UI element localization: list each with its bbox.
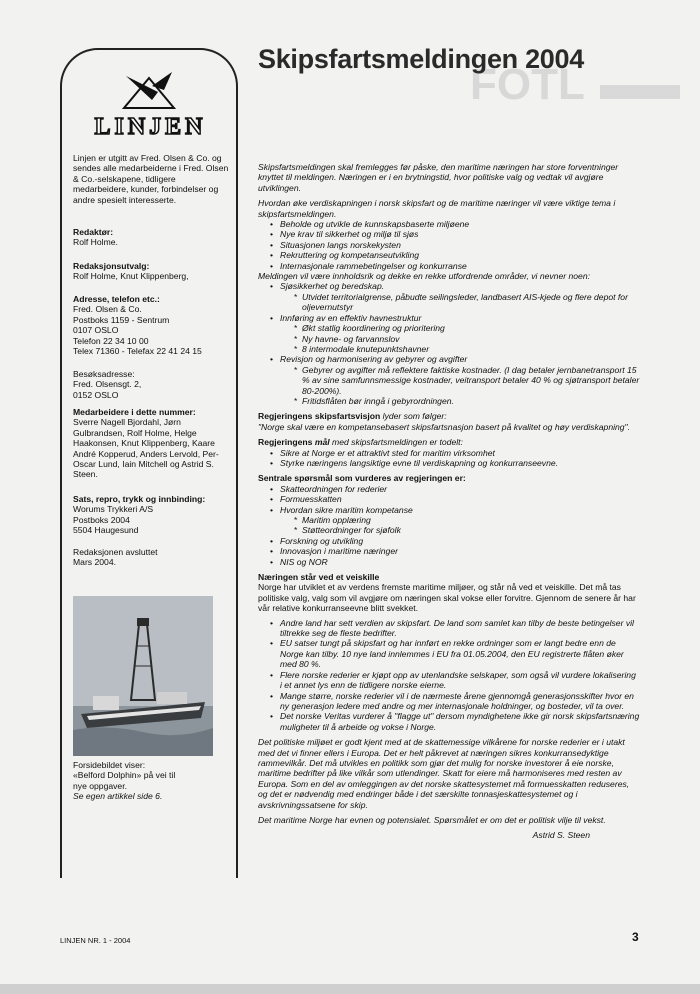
vision-heading-tail: lyder som følger: (380, 411, 447, 422)
address-line: Postboks 1159 - Sentrum (73, 314, 170, 325)
goals-heading-word: mål (314, 437, 330, 448)
sidebar-address (73, 294, 233, 356)
background-ghost-bar (600, 85, 680, 99)
list-item: • EU satser tungt på skipsfart og har innført en rekke ordninger som er langt bedre enn de Norge kan tilby. 10 nye land innlemmes i EU fra 01.05.2004, den EU registrerte flåten øker med 80 %. (258, 638, 640, 669)
cover-photo-drillship (73, 596, 213, 756)
sub-item: * Økt statlig koordinering og prioritering (258, 323, 640, 333)
crossroads-list (258, 618, 640, 732)
editor-name: Rolf Holme. (73, 237, 118, 248)
article-body (258, 162, 640, 841)
list-item: • Nye krav til sikkerhet og miljø til sjøs (258, 229, 640, 239)
sub-item: * Gebyrer og avgifter må reflektere faktiske kostnader. (I dag betaler jernbanetransport 15 % av sine samfunnsmessige kostnader, veitransport betaler 40 % og sjøtransport betaler 80-200%). (258, 365, 640, 396)
contributors-names: Sverre Nagell Bjordahl, Jørn Gulbrandsen, Rolf Holme, Helge Haakonsen, Knut Klippenberg, Kaare André Kopperud, Anders Lervold, Per-Oscar Lund, Iain Mitchell og Astrid S. Steen. (73, 417, 219, 480)
list-item: • Styrke næringens langsiktige evne til verdiskapning og konkurranseevne. (258, 458, 640, 468)
list-item: • Innføring av en effektiv havnestruktur (258, 313, 640, 323)
list-item: • Internasjonale rammebetingelser og konkurranse (258, 261, 640, 271)
paragraph-conclusion: Det maritime Norge har evnen og potensialet. Spørsmålet er om det er politisk vilje til vekst. (258, 814, 606, 825)
vision-quote: "Norge skal være en kompetansebasert skipsfartsnasjon basert på kvalitet og høy verdiskapning". (258, 421, 630, 432)
list-item: • Sikre at Norge er et attraktivt sted for maritim virksomhet (258, 448, 640, 458)
author-signature: Astrid S. Steen (532, 830, 590, 841)
printing-line: Worums Trykkeri A/S (73, 504, 154, 515)
list-item: • Andre land har sett verdien av skipsfart. De land som samlet kan tilby de beste betingelser vil tiltrekke seg de fleste bedrifter. (258, 618, 640, 639)
address-line: Telefon 22 34 10 00 (73, 335, 149, 346)
vision-heading-line (258, 411, 640, 421)
list-item: • Innovasjon i maritime næringer (258, 546, 640, 556)
sidebar-committee (73, 261, 233, 282)
goals-heading-line (258, 437, 640, 447)
cover-caption (73, 760, 213, 802)
caption-line: Forsidebildet viser: (73, 760, 146, 770)
list-item: • Rekruttering og kompetanseutvikling (258, 250, 640, 260)
sidebar-intro: Linjen er utgitt av Fred. Olsen & Co. og sendes alle medarbeiderne i Fred. Olsen & Co.-selskapene, tidligere medarbeidere, kunder, forbindelser og andre spesielt interesserte. (73, 153, 229, 205)
sub-item: * Støtteordninger for sjøfolk (258, 525, 640, 535)
crossroads-heading: Næringen står ved et veiskille (258, 572, 380, 583)
paragraph-areas: Meldingen vil være innholdsrik og dekke en rekke utfordrende områder, vi nevner noen: (258, 271, 591, 282)
sub-item: * Utvidet territorialgrense, påbudte seilingsleder, landbasert AIS-kjede og flere depot for oljevernutstyr (258, 292, 640, 313)
paragraph-politics: Det politiske miljøet er godt kjent med at de skattemessige vilkårene for norske rederier er i utakt med det vi finner ellers i Europa. Det er helt påkrevet at næringen sikres konkurransedyktige rammevilkår. Det må utvikles en politikk som gjør det mulig for norske investorer å eie norske, maritime bedrifter på like vilkår som utlendinger. Skatt for eiere må harmoniseres med resten av Europa. Som en del av omleggingen av det norske skattesystemet må formuesskatten reduseres, og det er nødvendig med endringer både i det særskilte tonnasjeskattesystemet og i avskrivningssatsene for skip. (258, 737, 630, 810)
list-item: • Forskning og utvikling (258, 536, 640, 546)
sidebar-visit-address (73, 369, 233, 400)
page-number: 3 (632, 930, 639, 944)
sidebar-contributors (73, 407, 233, 480)
list-item: • NIS og NOR (258, 557, 640, 567)
address-heading: Adresse, telefon etc.: (73, 294, 160, 304)
linjen-logo-text: LINJEN (94, 114, 207, 140)
goals-heading-tail: med skipsfartsmeldingen er todelt: (329, 437, 463, 448)
caption-line: «Belford Dolphin» på vei til (73, 770, 176, 781)
list-item: • Flere norske rederier er kjøpt opp av utenlandske selskaper, som også vil vurdere lokalisering i et annet lys enn de tidligere norske eierne. (258, 670, 640, 691)
vision-heading: Regjeringens skipsfartsvisjon (258, 411, 381, 422)
list-item: • Mange større, norske rederier vil i de nærmeste årene gjennomgå generasjonsskifter hvor en ny generasjon ledere med andre og mer internasjonale holdninger, og bosteder, vil ta over. (258, 691, 640, 712)
paragraph-topics: Hvordan øke verdiskapningen i norsk skipsfart og de maritime næringer vil være viktige tema i skipsfartsmeldingen. (258, 198, 616, 219)
central-questions-heading: Sentrale spørsmål som vurderes av regjeringen er: (258, 473, 466, 484)
caption-line: nye oppgaver. (73, 780, 127, 791)
goals-heading: Regjeringens (258, 437, 315, 448)
visit-line: Fred. Olsensgt. 2, (73, 379, 142, 390)
sub-item: * 8 intermodale knutepunktshavner (258, 344, 640, 354)
address-line: 0107 OSLO (73, 325, 119, 336)
crossroads-paragraph: Norge har utviklet et av verdens fremste maritime miljøer, og står nå ved et veiskille. Det må tas politiske valg, valg som vil avgjøre om næringen skal vokse eller forvitre. Gjennom de senere år har vår relative konkurranseevne blitt svekket. (258, 582, 636, 614)
sidebar-deadline: Redaksjonen avsluttet Mars 2004. (73, 547, 158, 568)
issue-label: LINJEN NR. 1 - 2004 (60, 936, 131, 945)
sub-item: * Fritidsflåten bør inngå i gebyrordningen. (258, 396, 640, 406)
visit-heading: Besøksadresse: (73, 369, 135, 379)
sidebar-printing (73, 494, 233, 536)
contributors-heading: Medarbeidere i dette nummer: (73, 407, 196, 417)
list-item: • Situasjonen langs norskekysten (258, 240, 640, 250)
printing-line: 5504 Haugesund (73, 525, 139, 536)
committee-names: Rolf Holme, Knut Klippenberg, (73, 271, 189, 282)
printing-heading: Sats, repro, trykk og innbinding: (73, 494, 206, 504)
page-title: Skipsfartsmeldingen 2004 (258, 44, 584, 74)
list-item: • Revisjon og harmonisering av gebyrer og avgifter (258, 354, 640, 364)
sub-item: * Ny havne- og farvannslov (258, 334, 640, 344)
printing-line: Postboks 2004 (73, 514, 130, 525)
list-item: • Hvordan sikre maritim kompetanse (258, 505, 640, 515)
caption-reference: Se egen artikkel side 6. (73, 791, 163, 802)
list-item: • Skatteordningen for rederier (258, 484, 640, 494)
address-line: Telex 71360 - Telefax 22 41 24 15 (73, 346, 202, 357)
page-edge (0, 984, 700, 994)
sidebar-editor (73, 227, 233, 248)
paragraph-intro: Skipsfartsmeldingen skal fremlegges før påske, den maritime næringen har store forventninger knyttet til meldingen. Næringen er i en brytningstid, hvor politiske valg og vedtak vil avgjøre utviklingen. (258, 162, 619, 193)
linjen-logo-icon (122, 70, 176, 110)
list-item: • Beholde og utvikle de kunnskapsbaserte miljøene (258, 219, 640, 229)
editor-heading: Redaktør: (73, 227, 114, 237)
visit-line: 0152 OSLO (73, 389, 119, 400)
list-item: • Sjøsikkerhet og beredskap. (258, 281, 640, 291)
list-item: • Formuesskatten (258, 494, 640, 504)
sub-item: * Maritim opplæring (258, 515, 640, 525)
committee-heading: Redaksjonsutvalg: (73, 261, 150, 271)
background-ghost-text: FOTL (470, 60, 585, 109)
list-item: • Det norske Veritas vurderer å "flagge ut" dersom myndighetene ikke gir norsk skipsfartsnæring muligheter til å arbeide og vokse i Norge. (258, 711, 640, 732)
address-line: Fred. Olsen & Co. (73, 304, 142, 315)
